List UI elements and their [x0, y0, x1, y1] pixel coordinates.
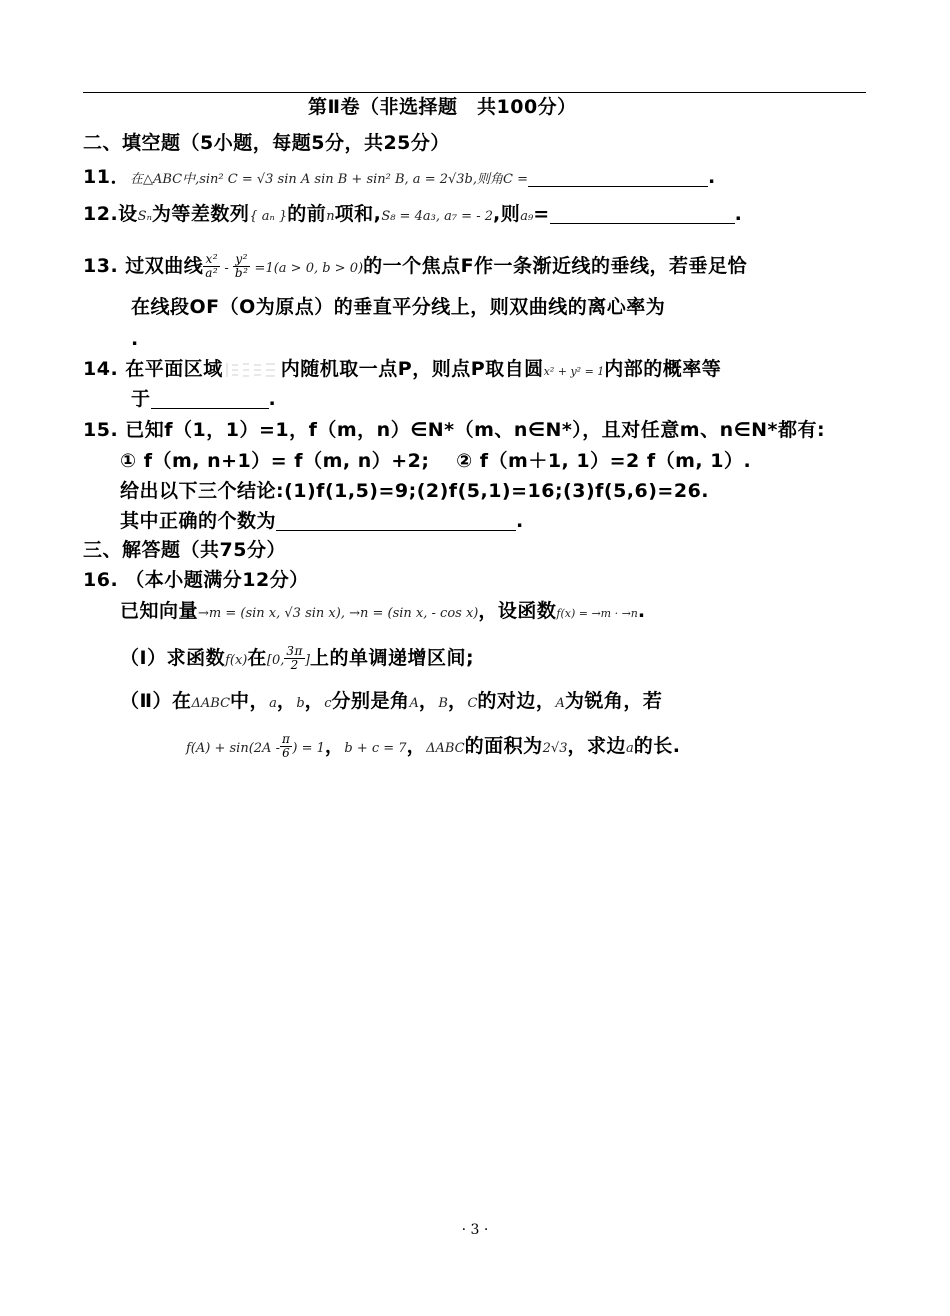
question-end: .	[268, 388, 277, 410]
header-rule	[83, 92, 866, 93]
question-math: 在△ABC中,sin² C = √3 sin A sin B + sin² B, a = 2√3b,则角C =	[129, 172, 528, 187]
fraction-pi-6	[280, 733, 292, 760]
question-end: .	[516, 510, 524, 532]
math-angle-b: B	[438, 696, 448, 711]
question-text: ，	[276, 690, 297, 712]
question-text: ，	[304, 690, 325, 712]
math-condition: =1(a > 0, b > 0)	[250, 261, 364, 276]
question-text: 的前	[287, 203, 327, 225]
answer-blank	[151, 390, 269, 409]
question-text: 的长.	[633, 735, 681, 757]
question-text: 项和,	[334, 203, 382, 225]
question-14-line-1	[83, 356, 721, 385]
question-text: 13. 过双曲线	[83, 255, 204, 277]
question-text: 的面积为	[464, 735, 543, 757]
question-text: 上的单调递增区间;	[309, 647, 475, 669]
math-sum: b + c = 7	[344, 741, 407, 756]
math-area: 2√3	[542, 741, 568, 756]
question-15-line-1: 15. 已知f（1，1）=1，f（m，n）∈N*（m、n∈N*），且对任意m、n∈N*都有:	[83, 419, 826, 441]
question-text: ，	[324, 735, 345, 757]
question-16-title: 16. （本小题满分12分）	[83, 569, 309, 591]
question-text: =	[533, 203, 550, 225]
question-16-part-1	[120, 640, 474, 679]
math-n: n	[326, 209, 335, 224]
question-end: .	[734, 203, 743, 225]
math-triangle: ΔABC	[426, 741, 465, 756]
section-heading-fill-in: 二、填空题（5小题，每题5分，共25分）	[83, 132, 450, 154]
math-equation: f(A) + sin(2A -	[186, 741, 280, 756]
math-function: f(x) = →m · →n	[556, 607, 638, 620]
question-text: 为锐角，若	[564, 690, 663, 712]
question-number: 11．	[83, 166, 130, 188]
fraction-x2-a2	[203, 253, 220, 280]
question-text: 12.设	[83, 203, 138, 225]
fraction-denominator: b²	[234, 266, 249, 280]
question-text: 在	[247, 647, 267, 669]
answer-blank	[528, 168, 708, 187]
question-text: 内随机取一点P，则点P取自圆	[280, 358, 544, 380]
math-a: a	[269, 696, 277, 711]
math-circle: x² + y² = 1	[543, 365, 605, 378]
question-text: 于	[131, 388, 151, 410]
question-15-line-3: 给出以下三个结论:(1)f(1,5)=9;(2)f(5,1)=16;(3)f(5,6)=26.	[120, 480, 710, 502]
math-sn: Sₙ	[137, 209, 152, 224]
fraction-denominator: a²	[205, 266, 219, 280]
question-text: 的对边，	[477, 690, 556, 712]
question-text: ，	[418, 690, 439, 712]
question-13-line-2: 在线段OF（O为原点）的垂直平分线上，则双曲线的离心率为	[131, 296, 666, 318]
math-interval-close: ]	[304, 653, 310, 668]
question-text: 已知向量	[120, 600, 199, 622]
page-number: · 3 ·	[461, 1222, 489, 1238]
question-text: 14. 在平面区域	[83, 358, 223, 380]
fraction-numerator: y²	[233, 253, 251, 267]
question-text: 中，	[230, 690, 270, 712]
section-heading-answers: 三、解答题（共75分）	[83, 539, 286, 561]
question-text: （Ⅰ）求函数	[120, 647, 226, 669]
question-16-stem	[120, 598, 646, 627]
math-c: c	[324, 696, 332, 711]
question-15-line-2: ① f（m, n+1）= f（m, n）+2; ② f（m＋1, 1）=2 f（m, 1）.	[120, 450, 752, 472]
question-text: 其中正确的个数为	[120, 510, 277, 532]
question-end: .	[637, 600, 646, 622]
region-system-image	[223, 360, 281, 380]
question-text: 分别是角	[331, 690, 410, 712]
answer-blank	[550, 205, 735, 224]
question-text: 的一个焦点F作一条渐近线的垂线，若垂足恰	[363, 255, 748, 277]
fraction-numerator: 3π	[286, 644, 303, 658]
question-12	[83, 201, 742, 230]
math-equation: ) = 1	[292, 741, 325, 756]
question-text: ,则	[493, 203, 521, 225]
question-13-line-1	[83, 248, 747, 287]
math-angle-c: C	[467, 696, 478, 711]
question-14-line-2	[131, 386, 276, 412]
math-fx: f(x)	[225, 653, 248, 668]
fraction-denominator: 6	[282, 746, 291, 760]
fraction-y2-b2	[233, 253, 251, 280]
fraction-numerator: π	[281, 732, 291, 746]
question-text: 内部的概率等	[604, 358, 722, 380]
question-text: （Ⅱ）在	[120, 690, 192, 712]
math-a: a	[625, 741, 634, 756]
math-triangle: ΔABC	[191, 696, 231, 711]
answer-blank	[276, 512, 516, 531]
part-title: 第Ⅱ卷（非选择题 共100分）	[308, 96, 577, 118]
question-text: 为等差数列	[151, 203, 250, 225]
math-a9: a₉	[520, 209, 534, 224]
question-text: ，	[406, 735, 427, 757]
math-angle-a: A	[409, 696, 419, 711]
math-angle-a: A	[555, 696, 565, 711]
math-interval-open: [0,	[266, 653, 285, 668]
question-16-part-2-condition	[186, 728, 680, 767]
math-sequence: { aₙ }	[249, 209, 288, 224]
fraction-3pi-2	[284, 645, 305, 672]
question-text: ，设函数	[478, 600, 557, 622]
math-b: b	[296, 696, 305, 711]
math-minus: -	[220, 261, 233, 276]
math-vectors: →m = (sin x, √3 sin x), →n = (sin x, - cos x)	[198, 606, 479, 621]
question-text: ，	[447, 690, 468, 712]
question-15-line-4	[120, 508, 524, 534]
fraction-denominator: 2	[290, 658, 299, 672]
question-text: ，求边	[567, 735, 626, 757]
question-end: .	[707, 166, 716, 188]
math-condition: S₈ = 4a₃, a₇ = - 2	[381, 209, 493, 224]
question-13-line-3: .	[131, 328, 139, 350]
question-16-part-2	[120, 688, 662, 717]
question-11	[83, 164, 716, 193]
fraction-numerator: x²	[203, 253, 220, 267]
